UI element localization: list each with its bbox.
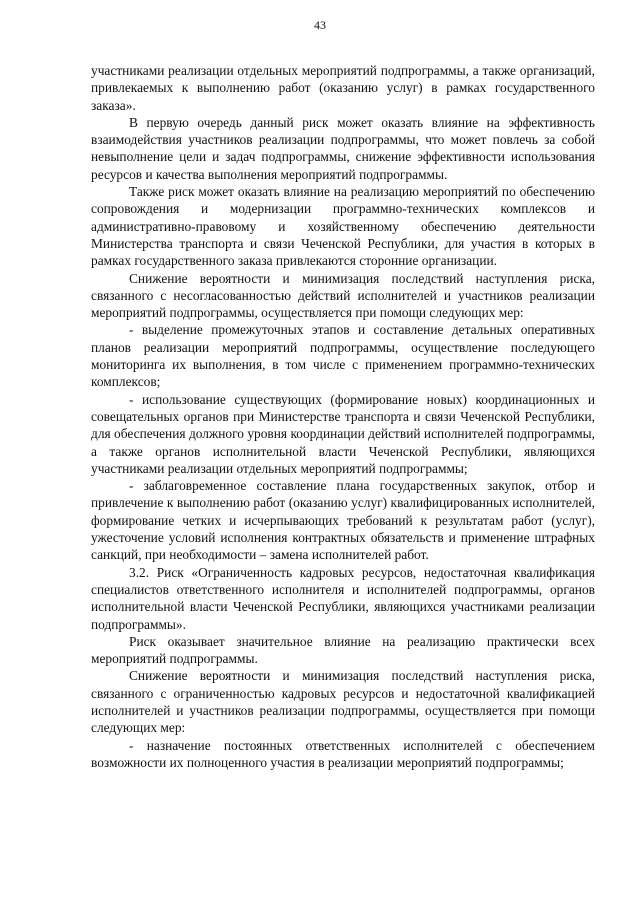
page-number: 43: [314, 18, 326, 32]
list-item-stages: - выделение промежуточных этапов и составление детальных оперативных планов реализации мероприятий подпрограммы, осуществление последующего мониторинга их выполнения, в том числе с применением программно-технических комплексов;: [91, 322, 595, 390]
list-item-procurement: - заблаговременное составление плана государственных закупок, отбор и привлечение к выполнению работ (оказанию услуг) квалифицированных исполнителей, формирование четких и исчерпывающих требований к результатам работ (услуг), ужесточение условий исполнения контрактных обязательств и применение штрафных санкций, при необходимости – замена исполнителей работ.: [91, 478, 595, 563]
document-body: [91, 62, 595, 771]
list-item-staff: - назначение постоянных ответственных исполнителей с обеспечением возможности их полноценного участия в реализации мероприятий подпрограммы;: [91, 737, 595, 770]
paragraph-risk-impact: Риск оказывает значительное влияние на реализацию практически всех мероприятий подпрограммы.: [91, 633, 595, 667]
list-item-coordination: - использование существующих (формирование новых) координационных и совещательных органов при Министерстве транспорта и связи Чеченской Республики, для обеспечения должного уровня координации действий исполнителей подпрограммы, а также органов исполнительной власти Чеченской Республики, являющихся участниками реализации отдельных мероприятий подпрограммы;: [91, 391, 595, 476]
paragraph-3: Также риск может оказать влияние на реализацию мероприятий по обеспечению сопровождения и модернизации программно-технических комплексов и административно-правовому и хозяйственному обеспечению деятельности Министерства транспорта и связи Чеченской Республики, для участия в которых в рамках государственного заказа привлекаются сторонние организации.: [91, 184, 595, 269]
section-heading-3-2: 3.2. Риск «Ограниченность кадровых ресурсов, недостаточная квалификация специалистов ответственного исполнителя и исполнителей подпрограммы, органов исполнительной власти Чеченской Республики, являющихся участниками реализации подпрограммы».: [91, 564, 595, 632]
paragraph-4: Снижение вероятности и минимизация последствий наступления риска, связанного с несогласованностью действий исполнителей и участников реализации мероприятий подпрограммы, осуществляется при помощи следующих мер:: [91, 270, 595, 321]
paragraph-2: В первую очередь данный риск может оказать влияние на эффективность взаимодействия участников реализации подпрограммы, что может повлечь за собой невыполнение цели и задач подпрограммы, снижение эффективности использования ресурсов и качества выполнения мероприятий подпрограммы.: [91, 114, 595, 182]
paragraph-mitigation: Снижение вероятности и минимизация последствий наступления риска, связанного с ограниченностью кадровых ресурсов и недостаточной квалификацией исполнителей и участников реализации подпрограммы, осуществляется при помощи следующих мер:: [91, 668, 595, 736]
paragraph-1: участниками реализации отдельных мероприятий подпрограммы, а также организаций, привлекаемых к выполнению работ (оказанию услуг) в рамках государственного заказа».: [91, 63, 595, 113]
